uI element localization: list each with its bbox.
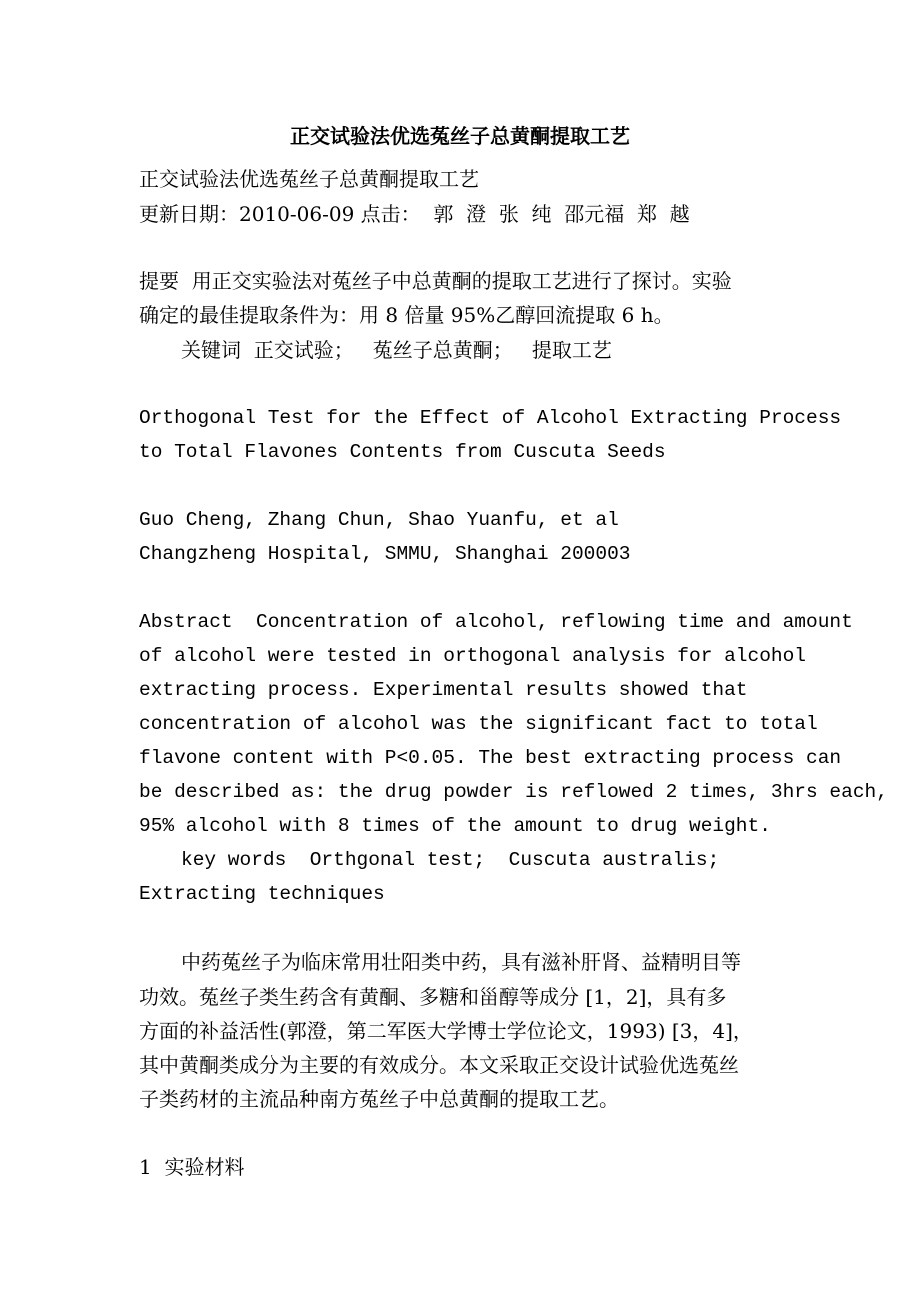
affiliation-en-line: Changzheng Hospital, SMMU, Shanghai 200003 (139, 543, 631, 565)
abstract-en-line: be described as: the drug powder is reflowed 2 times, 3hrs each, (139, 781, 888, 803)
keywords-en-line: key words Orthgonal test; Cuscuta australis; (181, 849, 720, 871)
update-meta: 更新日期：2010-06-09 点击： 郭 澄 张 纯 邵元福 郑 越 (139, 202, 690, 226)
keywords-en-line: Extracting techniques (139, 883, 385, 905)
abstract-en-line: of alcohol were tested in orthogonal analysis for alcohol (139, 645, 807, 667)
keywords-cn: 关键词 正交试验； 菟丝子总黄酮； 提取工艺 (181, 338, 612, 362)
intro-paragraph-line: 功效。菟丝子类生药含有黄酮、多糖和甾醇等成分 [1，2]，具有多 (139, 985, 727, 1009)
abstract-en-line: 95% alcohol with 8 times of the amount to drug weight. (139, 815, 771, 837)
subtitle: 正交试验法优选菟丝子总黄酮提取工艺 (139, 167, 479, 191)
abstract-en-line: Abstract Concentration of alcohol, reflowing time and amount (139, 611, 853, 633)
title-en-line: Orthogonal Test for the Effect of Alcohol Extracting Process (139, 407, 842, 429)
abstract-cn-line: 确定的最佳提取条件为：用 8 倍量 95%乙醇回流提取 6 h。 (139, 303, 674, 327)
abstract-cn-line: 提要 用正交实验法对菟丝子中总黄酮的提取工艺进行了探讨。实验 (139, 269, 732, 293)
intro-paragraph-line: 方面的补益活性(郭澄，第二军医大学博士学位论文，1993) [3，4]， (139, 1019, 753, 1043)
intro-paragraph-line: 中药菟丝子为临床常用壮阳类中药，具有滋补肝肾、益精明目等 (181, 950, 741, 974)
document-title: 正交试验法优选菟丝子总黄酮提取工艺 (290, 124, 630, 148)
abstract-en-line: flavone content with P<0.05. The best extracting process can (139, 747, 842, 769)
authors-en-line: Guo Cheng, Zhang Chun, Shao Yuanfu, et al (139, 509, 619, 531)
title-en-line: to Total Flavones Contents from Cuscuta Seeds (139, 441, 666, 463)
abstract-en-line: concentration of alcohol was the significant fact to total (139, 713, 818, 735)
intro-paragraph-line: 其中黄酮类成分为主要的有效成分。本文采取正交设计试验优选菟丝 (139, 1053, 739, 1077)
abstract-en-line: extracting process. Experimental results showed that (139, 679, 748, 701)
intro-paragraph-line: 子类药材的主流品种南方菟丝子中总黄酮的提取工艺。 (139, 1087, 619, 1111)
section-heading: 1 实验材料 (139, 1155, 245, 1179)
